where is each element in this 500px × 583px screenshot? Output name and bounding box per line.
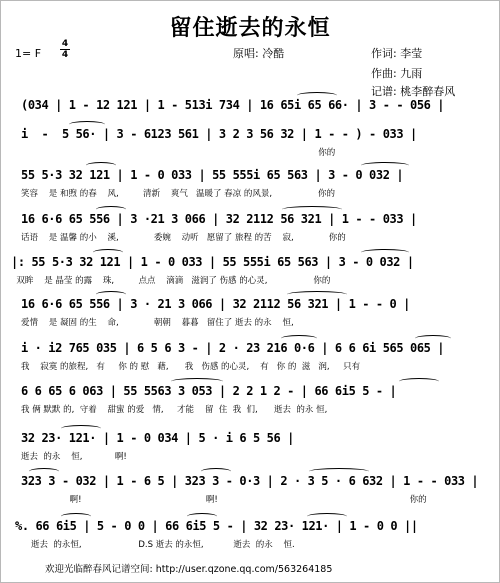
time-signature-bottom: 4 [61,50,69,60]
notation: |: 55 5·3 32 121 | 1 - 0 033 | 55 555i 65 563 | 3 - 0 032 | [11,255,414,269]
original-singer: 原唱: 冷酷 [233,47,285,60]
notation: 55 5·3 32 121 | 1 - 0 033 | 55 555i 65 563 | 3 - 0 032 | [21,168,404,182]
lyrics: 双眸 是 晶莹 的露 珠, 点点 滴滴 滋润了 伤感 的心灵, 你的 [11,276,331,286]
lyrics: 爱情 是 凝固 的生 命, 朝朝 暮暮 留住了 逝去 的永 恒, [21,318,294,328]
notation: i - 5 56· | 3 - 6123 561 | 3 2 3 56 32 | 1 - - ) - 033 | [21,127,417,141]
notation: 6 6 65 6 063 | 55 5563 3 053 | 2 2 1 2 - | 66 6i5 5 - | [21,384,397,398]
lyrics: 逝去 的永恒, D.S 逝去 的永恒, 逝去 的永 恒. [31,540,295,550]
notation: (034 | 1 - 12 121 | 1 - 513i 734 | 16 65i 65 66· | 3 - - 056 | [21,98,445,112]
notation: 323 3 - 032 | 1 - 6 5 | 323 3 - 0·3 | 2 · 3 5 · 6 632 | 1 - - 033 | [21,474,479,488]
lyrics: 逝去 的永 恒, 啊! [21,452,127,462]
score-line-5 [1,255,499,292]
notation: 16 6·6 65 556 | 3 · 21 3 066 | 32 2112 56 321 | 1 - - 0 | [21,297,411,311]
notation: i · i2 765 035 | 6 5 6 3 - | 2 · 23 216 0·6 | 6 6 6i 565 065 | [21,341,445,355]
lyrics: 我 寂寞 的旅程, 有 你 的 慰 藉, 我 伤感 的心灵, 有 你 的 滋 润, 只有 [21,362,361,372]
score-line-2 [1,127,499,164]
lyricist-credit: 作词: 李莹 [371,47,423,60]
lyrics: 你的 [21,148,336,158]
time-signature-top: 4 [61,39,69,49]
song-title: 留住逝去的永恒 [169,15,331,41]
time-signature [60,39,70,60]
score-line-9 [1,431,499,468]
score-line-6 [1,297,499,334]
lyrics: 啊! 啊! 你的 [21,495,427,505]
lyrics: 我 俩 默默 的, 守着 甜蜜 的爱 情, 才能 留 住 我 们, 逝去 的永 恒, [21,405,328,415]
score-line-11 [1,519,499,556]
score-line-8 [1,384,499,421]
lyrics: 笑容 是 和煦 的春 风, 清新 爽气 温暖了 春凉 的风景, 你的 [21,189,335,199]
score-line-4 [1,212,499,249]
composer-credit: 作曲: 九雨 [371,67,423,80]
score-line-3 [1,168,499,205]
footer-credit: 欢迎光临醉春风记谱空间: http://user.qzone.qq.com/563264185 [45,564,333,575]
notation: 32 23· 121· | 1 - 0 034 | 5 · i 6 5 56 | [21,431,294,445]
transcriber-credit: 记谱: 桃李醉春风 [371,85,456,98]
notation: 16 6·6 65 556 | 3 ·21 3 066 | 32 2112 56 321 | 1 - - 033 | [21,212,417,226]
key-signature: 1= F [15,47,42,60]
lyrics: 话语 是 温馨 的小 溪, 委婉 动听 愿留了 旅程 的苦 寂, 你的 [21,233,346,243]
score-line-7 [1,341,499,378]
score-line-10 [1,474,499,511]
notation: %. 66 6i5 | 5 - 0 0 | 66 6i5 5 - | 32 23· 121· | 1 - 0 0 || [15,519,418,533]
